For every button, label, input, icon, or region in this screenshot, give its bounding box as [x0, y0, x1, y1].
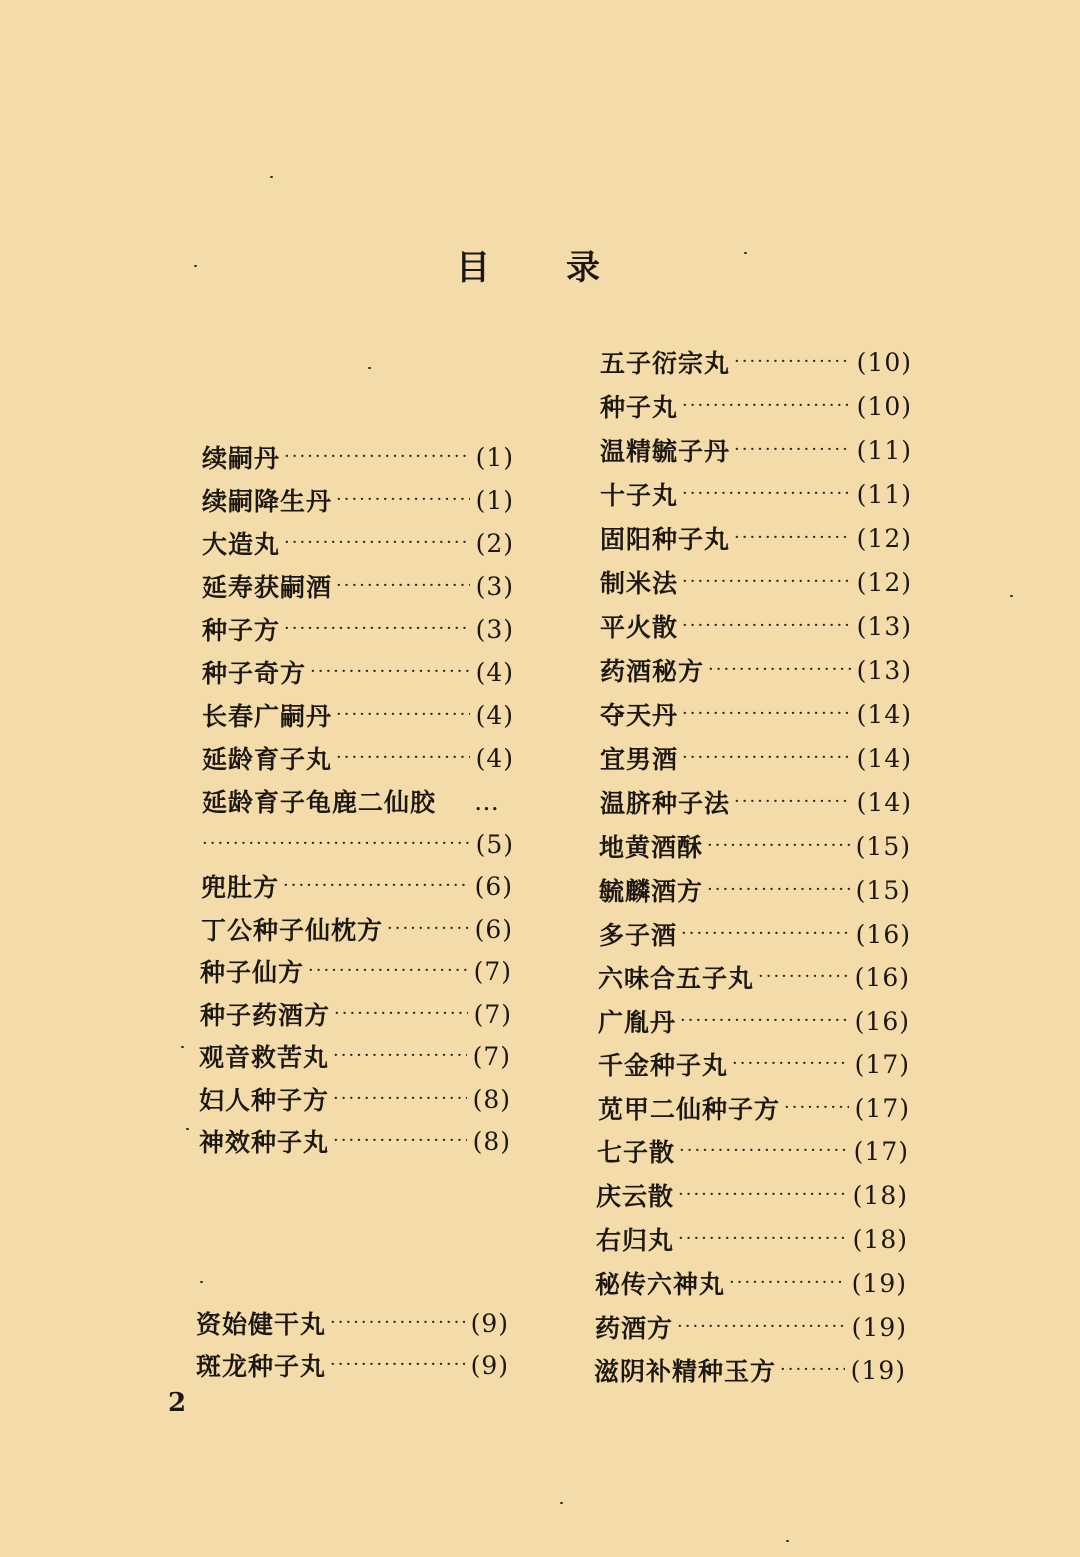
- entry-page: (14): [856, 699, 912, 729]
- entry-name: 夺天丹: [600, 701, 679, 730]
- title-char-1: 目: [456, 248, 492, 288]
- toc-entry: [595, 1263, 907, 1303]
- entry-page: (3): [475, 571, 514, 601]
- leader-dots: [682, 749, 851, 767]
- entry-name: 种子方: [202, 616, 281, 645]
- entry-name: 药酒方: [595, 1314, 674, 1343]
- entry-name: 广胤丹: [598, 1008, 677, 1037]
- leader-dots: [336, 706, 470, 724]
- scan-speck: [368, 367, 371, 369]
- leader-dots: [387, 920, 469, 938]
- leader-dots: [680, 1012, 849, 1030]
- entry-name: 毓麟酒方: [599, 877, 704, 906]
- scan-speck: [194, 265, 197, 267]
- entry-page: (11): [856, 435, 912, 465]
- entry-name: 神效种子丸: [199, 1128, 330, 1157]
- entry-name: 延龄育子龟鹿二仙胶: [202, 788, 437, 817]
- entry-page: (8): [472, 1126, 511, 1156]
- entry-page: (6): [474, 871, 513, 901]
- leader-dots: [729, 1274, 846, 1292]
- leader-dots: [330, 1314, 465, 1332]
- entry-name: 五子衍宗丸: [600, 349, 731, 378]
- scan-speck: [744, 252, 747, 254]
- toc-entry: [599, 914, 911, 954]
- entry-page: (2): [475, 528, 514, 558]
- entry-page: (17): [854, 1093, 910, 1123]
- entry-name: 六味合五子丸: [598, 964, 755, 993]
- leader-dots: [784, 1099, 849, 1117]
- leader-dots: [780, 1361, 845, 1379]
- leader-dots: [333, 1090, 467, 1108]
- leader-dots: [308, 962, 468, 980]
- toc-entry: [201, 909, 513, 949]
- toc-entry: [600, 782, 912, 822]
- entry-page: (16): [854, 962, 910, 992]
- leader-dots: [758, 968, 849, 986]
- entry-name: 兜肚方: [201, 873, 280, 902]
- entry-name: 七子散: [597, 1138, 676, 1167]
- toc-entry: [202, 738, 514, 778]
- leader-dots: [678, 1230, 847, 1248]
- entry-name: 千金种子丸: [598, 1051, 729, 1080]
- entry-page: (7): [473, 956, 512, 986]
- entry-page: (12): [856, 523, 912, 553]
- entry-name: 庆云散: [596, 1182, 675, 1211]
- leader-dots: [333, 1132, 467, 1150]
- entry-page: (19): [851, 1268, 907, 1298]
- toc-entry: [598, 1088, 910, 1128]
- leader-dots: [708, 661, 851, 679]
- entry-page: (3): [475, 614, 514, 644]
- leader-dots: [732, 1055, 849, 1073]
- toc-entry: [201, 866, 513, 906]
- leader-dots: [202, 835, 470, 853]
- toc-entry: [196, 1345, 509, 1385]
- entry-page: (12): [856, 567, 912, 597]
- entry-page: (7): [472, 1041, 511, 1071]
- entry-page: (10): [856, 391, 912, 421]
- toc-entry: [599, 870, 911, 910]
- entry-page: (17): [853, 1136, 909, 1166]
- leader-dots: [682, 573, 851, 591]
- entry-page: (13): [856, 611, 912, 641]
- leader-dots: [707, 881, 850, 899]
- toc-entry: [598, 1001, 910, 1041]
- entry-name: 大造丸: [202, 530, 281, 559]
- toc-entry: [202, 781, 514, 821]
- entry-page: (4): [475, 657, 514, 687]
- toc-entry: [596, 1219, 908, 1259]
- entry-name: 温脐种子法: [600, 789, 731, 818]
- scan-speck: [200, 1281, 203, 1283]
- toc-entry: [600, 430, 912, 470]
- toc-entry: [202, 480, 514, 520]
- entry-page: (4): [475, 743, 514, 773]
- entry-name: 平火散: [600, 613, 679, 642]
- entry-name: 资始健干丸: [196, 1310, 327, 1339]
- page-number: 2: [168, 1388, 187, 1418]
- entry-page: (4): [475, 700, 514, 730]
- entry-page: …: [474, 786, 500, 816]
- leader-dots: [334, 1005, 468, 1023]
- entry-name: 固阳种子丸: [600, 525, 731, 554]
- leader-dots: [734, 353, 851, 371]
- toc-entry: [202, 609, 514, 649]
- toc-entry: [600, 562, 912, 602]
- toc-entry: [596, 1175, 908, 1215]
- entry-name: 温精毓子丹: [600, 437, 731, 466]
- entry-name: 观音救苦丸: [199, 1043, 330, 1072]
- entry-name: 长春广嗣丹: [202, 702, 333, 731]
- entry-page: (13): [856, 655, 912, 685]
- entry-page: (10): [856, 347, 912, 377]
- entry-name: 秘传六神丸: [595, 1270, 726, 1299]
- entry-page: (11): [856, 479, 912, 509]
- entry-name: 续嗣丹: [202, 444, 281, 473]
- leader-dots: [734, 529, 851, 547]
- leader-dots: [682, 617, 851, 635]
- toc-entry: [200, 951, 512, 991]
- entry-name: 种子仙方: [200, 958, 305, 987]
- entry-page: (1): [475, 442, 514, 472]
- entry-name: 延寿获嗣酒: [202, 573, 333, 602]
- toc-entry: [600, 650, 912, 690]
- entry-page: (16): [854, 1006, 910, 1036]
- scan-speck: [270, 176, 273, 178]
- entry-page: (8): [472, 1084, 511, 1114]
- toc-entry: [599, 826, 911, 866]
- toc-entry: [600, 518, 912, 558]
- entry-page: (15): [855, 875, 911, 905]
- toc-entry: [202, 695, 514, 735]
- entry-name: 药酒秘方: [600, 657, 705, 686]
- entry-name: 制米法: [600, 569, 679, 598]
- entry-page: (7): [473, 999, 512, 1029]
- leader-dots: [677, 1318, 846, 1336]
- leader-dots: [734, 793, 851, 811]
- toc-entry: [202, 566, 514, 606]
- entry-page: (14): [856, 743, 912, 773]
- scan-speck: [181, 1046, 184, 1048]
- entry-page: (19): [850, 1355, 906, 1385]
- leader-dots: [336, 577, 470, 595]
- toc-entry: [202, 523, 514, 563]
- toc-entry: [202, 437, 514, 477]
- leader-dots: [330, 1356, 465, 1374]
- title-char-2: 录: [566, 248, 602, 288]
- toc-entry: [600, 386, 912, 426]
- page-title: [0, 240, 1080, 290]
- toc-entry: [600, 738, 912, 778]
- entry-page: (18): [852, 1224, 908, 1254]
- leader-dots: [310, 663, 470, 681]
- entry-page: (1): [475, 485, 514, 515]
- toc-entry: [600, 342, 912, 382]
- leader-dots: [284, 448, 470, 466]
- toc-entry: [598, 1044, 910, 1084]
- entry-name: 多子酒: [599, 921, 678, 950]
- entry-page: (14): [856, 787, 912, 817]
- toc-entry: [600, 694, 912, 734]
- toc-entry: [595, 1307, 907, 1347]
- toc-entry: [594, 1350, 906, 1390]
- entry-name: 妇人种子方: [199, 1086, 330, 1115]
- leader-dots: [284, 534, 470, 552]
- leader-dots: [284, 620, 470, 638]
- toc-entry: [597, 1131, 909, 1171]
- toc-entry: [200, 994, 512, 1034]
- entry-name: 延龄育子丸: [202, 745, 333, 774]
- entry-page: (19): [851, 1312, 907, 1342]
- leader-dots: [681, 925, 850, 943]
- leader-dots: [678, 1186, 847, 1204]
- leader-dots: [734, 441, 851, 459]
- toc-entry: [199, 1121, 511, 1161]
- scan-speck: [786, 1540, 789, 1542]
- toc-entry: [600, 474, 912, 514]
- entry-name: 右归丸: [596, 1226, 675, 1255]
- entry-page: (9): [470, 1350, 509, 1380]
- leader-dots: [333, 1047, 467, 1065]
- entry-name: 斑龙种子丸: [196, 1352, 327, 1381]
- leader-dots: [336, 749, 470, 767]
- entry-page: (18): [852, 1180, 908, 1210]
- entry-page: (16): [855, 919, 911, 949]
- entry-name: 种子药酒方: [200, 1001, 331, 1030]
- entry-page: (9): [470, 1308, 509, 1338]
- leader-dots: [283, 877, 469, 895]
- scan-speck: [1010, 595, 1013, 597]
- toc-entry: [600, 606, 912, 646]
- entry-name: 地黄酒酥: [599, 833, 704, 862]
- entry-name: 苋甲二仙种子方: [598, 1095, 781, 1124]
- entry-page: (6): [474, 914, 513, 944]
- entry-name: 宜男酒: [600, 745, 679, 774]
- leader-dots: [682, 485, 851, 503]
- leader-dots: [682, 397, 851, 415]
- toc-entry: [598, 957, 910, 997]
- scan-speck: [186, 1128, 189, 1130]
- entry-page: (5): [475, 829, 514, 859]
- toc-entry: [199, 1079, 511, 1119]
- entry-name: 十子丸: [600, 481, 679, 510]
- entry-page: (17): [854, 1049, 910, 1079]
- entry-name: 丁公种子仙枕方: [201, 916, 384, 945]
- leader-dots: [679, 1142, 848, 1160]
- scan-speck: [560, 1502, 563, 1504]
- leader-dots: [336, 491, 470, 509]
- leader-dots: [707, 837, 850, 855]
- entry-name: 种子丸: [600, 393, 679, 422]
- entry-page: (15): [855, 831, 911, 861]
- toc-entry: [202, 824, 514, 864]
- entry-name: 滋阴补精种玉方: [594, 1357, 777, 1386]
- entry-name: 种子奇方: [202, 659, 307, 688]
- leader-dots: [682, 705, 851, 723]
- entry-name: 续嗣降生丹: [202, 487, 333, 516]
- toc-entry: [199, 1036, 511, 1076]
- toc-entry: [202, 652, 514, 692]
- toc-entry: [196, 1303, 509, 1343]
